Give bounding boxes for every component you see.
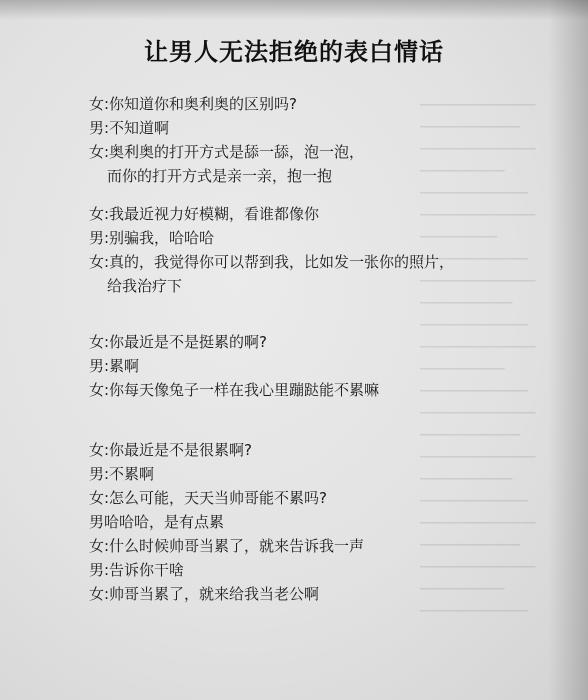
dialog-line: 男:累啊 [89, 357, 140, 375]
dialog-line: 女:我最近视力好模糊，看谁都像你 [89, 205, 320, 223]
dialog-eyesight [89, 202, 454, 298]
dialog-line: 女:怎么可能，天天当帅哥能不累吗? [89, 489, 328, 507]
dialog-line: 女:真的，我觉得你可以帮到我，比如发一张你的照片， [89, 253, 455, 271]
dialog-line: 男:别骗我，哈哈哈 [89, 229, 215, 247]
dialog-line: 女:你最近是不是挺累的啊? [89, 333, 268, 351]
dialog-rabbit [89, 330, 379, 402]
dialog-line: 男:不累啊 [89, 465, 155, 483]
dialog-line: 女:你每天像兔子一样在我心里蹦跶能不累嘛 [89, 381, 380, 399]
dialog-line: 男:不知道啊 [89, 119, 170, 137]
dialog-oreo [89, 92, 364, 188]
page-top-shadow [0, 0, 588, 20]
dialog-line: 女:你知道你和奥利奥的区别吗? [89, 95, 298, 113]
dialog-line: 女:什么时候帅哥当累了，就来告诉我一声 [89, 537, 365, 555]
page-title: 让男人无法拒绝的表白情话 [144, 38, 444, 66]
dialog-line: 女:帅哥当累了，就来给我当老公啊 [89, 585, 320, 603]
dialog-handsome [89, 438, 364, 606]
dialog-line-continuation: 而你的打开方式是亲一亲，抱一抱 [107, 167, 333, 185]
dialog-line: 女:你最近是不是很累啊? [89, 441, 253, 459]
dialog-line-continuation: 给我治疗下 [107, 277, 183, 295]
bleed-through-texture: ▁▁▁▁▁▁▁▁▁▁▁▁▁▁▁ ▁▁▁▁▁▁▁▁▁▁▁▁▁ ▁▁▁▁▁▁▁▁▁▁▁▁▁▁▁ ▁▁▁▁▁▁▁▁▁▁▁ ▁▁▁▁▁▁▁▁▁▁▁▁▁▁ ▁▁▁▁▁▁▁▁▁▁▁▁▁▁▁ ▁▁▁▁▁▁▁▁▁▁ ▁▁▁▁▁▁▁▁▁▁▁▁▁▁ ▁▁▁▁▁▁▁▁▁▁▁▁▁▁▁ ▁▁▁▁▁▁▁▁▁▁▁▁ ▁▁▁▁▁▁▁▁▁▁▁▁▁▁ ▁▁▁▁▁▁▁▁▁▁▁▁▁▁▁ ▁▁▁▁▁▁▁▁▁▁▁ ▁▁▁▁▁▁▁▁▁▁▁▁▁▁ ▁▁▁▁▁▁▁▁▁▁▁▁▁▁▁ ▁▁▁▁▁▁▁▁▁▁▁▁▁ ▁▁▁▁▁▁▁▁▁▁▁▁▁▁▁ ▁▁▁▁▁▁▁▁▁▁▁▁ ▁▁▁▁▁▁▁▁▁▁▁▁▁▁ ▁▁▁▁▁▁▁▁▁▁▁▁▁▁▁ ▁▁▁▁▁▁▁▁▁▁▁▁▁ ▁▁▁▁▁▁▁▁▁▁▁▁▁▁▁ ▁▁▁▁▁▁▁▁▁▁▁ ▁▁▁▁▁▁▁▁▁▁▁▁▁▁ [420, 95, 536, 612]
dialog-line: 女:奥利奥的打开方式是舔一舔，泡一泡， [89, 143, 365, 161]
dialog-line: 男:告诉你干啥 [89, 561, 185, 579]
dialog-line: 男哈哈哈，是有点累 [89, 513, 225, 531]
